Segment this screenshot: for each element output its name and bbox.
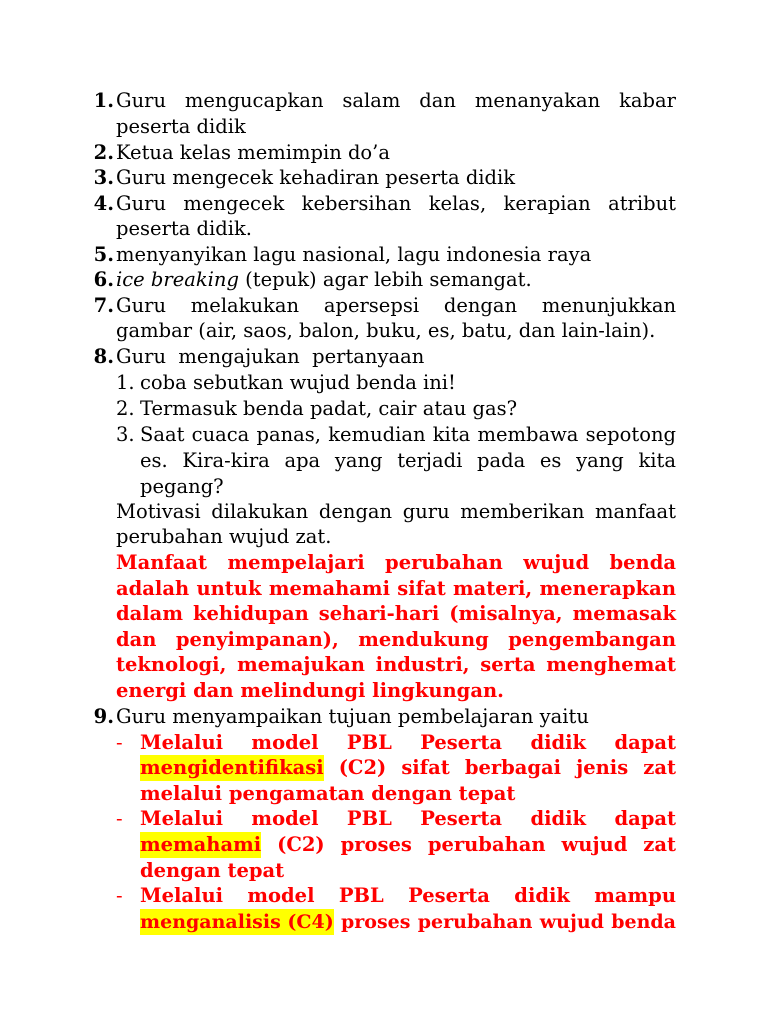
step-text: peserta didik bbox=[116, 115, 246, 138]
step-number: 8. bbox=[93, 345, 114, 368]
goal-text-rest: (C2) sifat berbagai jenis zat bbox=[323, 756, 676, 779]
step-number: 4. bbox=[93, 192, 114, 215]
goal-dash: - bbox=[116, 731, 123, 754]
goal-text: Melalui model PBL Peserta didik mampu bbox=[140, 884, 676, 907]
highlighted-term: mengidentifikasi bbox=[140, 756, 324, 779]
highlighted-term: menganalisis (C4) bbox=[140, 911, 334, 933]
goal-text: Melalui model PBL Peserta didik dapat bbox=[140, 731, 676, 754]
goal-dash: - bbox=[116, 807, 123, 830]
question-number: 3. bbox=[116, 423, 135, 446]
goal-text: Melalui model PBL Peserta didik dapat bbox=[140, 807, 676, 830]
goal-text: dengan tepat bbox=[140, 859, 285, 882]
highlighted-term: memahami bbox=[140, 833, 262, 856]
benefit-text: energi dan melindungi lingkungan. bbox=[116, 679, 504, 702]
benefit-text: teknologi, memajukan industri, serta menghemat bbox=[116, 653, 676, 676]
step-text: Guru mengucapkan salam dan menanyakan kabar bbox=[116, 89, 676, 112]
step-text: Guru mengecek kehadiran peserta didik bbox=[116, 166, 516, 189]
step-number: 7. bbox=[93, 294, 114, 317]
step-text: peserta didik. bbox=[116, 217, 253, 240]
goal-text bbox=[140, 909, 676, 935]
goal-text: melalui pengamatan dengan tepat bbox=[140, 782, 516, 805]
step-number: 3. bbox=[93, 166, 114, 189]
benefit-text: dan penyimpanan), mendukung pengembangan bbox=[116, 628, 676, 651]
motivation-text: perubahan wujud zat. bbox=[116, 525, 332, 548]
step-text: menyanyikan lagu nasional, lagu indonesia raya bbox=[116, 243, 592, 266]
step-number: 1. bbox=[93, 89, 114, 112]
question-text: pegang? bbox=[140, 475, 224, 498]
benefit-text: dalam kehidupan sehari-hari (misalnya, memasak bbox=[116, 602, 676, 625]
goal-dash: - bbox=[116, 884, 123, 907]
goal-text-rest: (C2) proses perubahan wujud zat bbox=[261, 833, 676, 856]
benefit-text: adalah untuk memahami sifat materi, menerapkan bbox=[116, 577, 676, 600]
motivation-text: Motivasi dilakukan dengan guru memberikan manfaat bbox=[116, 500, 676, 523]
question-number: 2. bbox=[116, 397, 135, 420]
italic-term: ice breaking bbox=[116, 268, 239, 291]
step-text: Guru mengajukan pertanyaan bbox=[116, 345, 425, 368]
step-number: 2. bbox=[93, 141, 114, 164]
step-text-rest: (tepuk) agar lebih semangat. bbox=[238, 268, 532, 291]
goal-text bbox=[140, 755, 676, 781]
question-text: Termasuk benda padat, cair atau gas? bbox=[140, 397, 518, 420]
step-text: Guru menyampaikan tujuan pembelajaran yaitu bbox=[116, 705, 589, 728]
step-text: Ketua kelas memimpin do’a bbox=[116, 141, 390, 164]
question-text: es. Kira-kira apa yang terjadi pada es yang kita bbox=[140, 449, 676, 472]
step-number: 5. bbox=[93, 243, 114, 266]
step-text: Guru melakukan apersepsi dengan menunjukkan bbox=[116, 294, 676, 317]
question-text: Saat cuaca panas, kemudian kita membawa sepotong bbox=[140, 423, 676, 446]
step-text: Guru mengecek kebersihan kelas, kerapian atribut bbox=[116, 192, 676, 215]
goal-text bbox=[140, 832, 676, 858]
step-number: 6. bbox=[93, 268, 114, 291]
benefit-text: Manfaat mempelajari perubahan wujud benda bbox=[116, 551, 676, 574]
step-text bbox=[116, 267, 532, 293]
goal-text-rest: proses perubahan wujud benda bbox=[333, 911, 676, 933]
question-number: 1. bbox=[116, 371, 135, 394]
question-text: coba sebutkan wujud benda ini! bbox=[140, 371, 456, 394]
step-number: 9. bbox=[93, 705, 114, 728]
step-text: gambar (air, saos, balon, buku, es, batu, dan lain-lain). bbox=[116, 319, 656, 342]
